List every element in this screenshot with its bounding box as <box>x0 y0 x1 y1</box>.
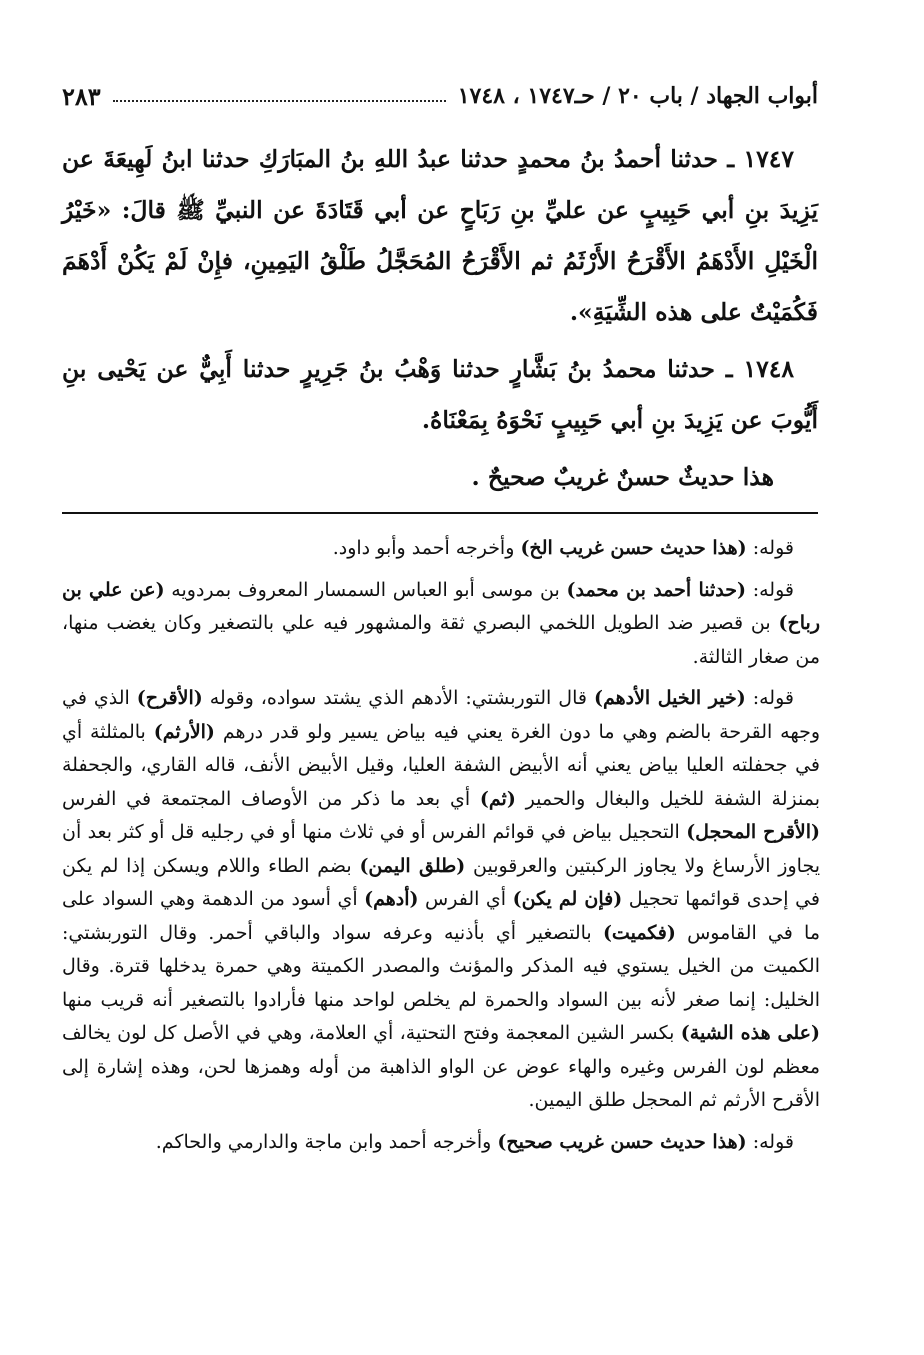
note-prefix: قوله <box>759 687 794 709</box>
hadith-1747: ١٧٤٧ ـ حدثنا أحمدُ بنُ محمدٍ حدثنا عبدُ اللهِ بنُ المبَارَكِ حدثنا ابنُ لَهِيعَةَ عن يَزِيدَ بنِ أبي حَبِيبٍ عن عليِّ بنِ رَبَاحٍ عن أبي قَتَادَةَ عن النبيِّ ﷺ قالَ: «خَيْرُ الْخَيْلِ الأَدْهَمُ الأَقْرَحُ الأَرْثَمُ ثم الأَقْرَحُ المُحَجَّلُ طَلْقُ اليَمِينِ، فإِنْ لَمْ يَكُنْ أَدْهَمَ فَكُمَيْتٌ على هذه الشِّيَةِ». <box>62 145 818 326</box>
note-text: بن قصير ضد الطويل اللخمي البصري ثقة والمشهور فيه علي بالتصغير وكان يغضب منها، من صغار الثالثة. <box>62 612 820 668</box>
note-quote: (خير الخيل الأدهم) <box>593 687 746 709</box>
page-number: ٢٨٣ <box>62 81 101 111</box>
note-prefix: قوله <box>759 1130 794 1153</box>
dotted-leader <box>113 100 446 102</box>
note-text: قال التوربشتي: الأدهم الذي يشتد سواده، وقوله <box>209 687 587 709</box>
note-quote: (عن علي بن رباح) <box>62 578 820 634</box>
hadith-text <box>62 134 818 509</box>
hadith-grading: هذا حديثٌ حسنٌ غريبٌ صحيحٌ . <box>471 463 774 491</box>
note-quote: (أدهم) <box>364 888 419 910</box>
note-text: أي أسود من الدهمة وهي السواد على ما في القاموس <box>62 888 821 944</box>
note-quote: (الأقرح) <box>136 687 203 709</box>
chapter-title: أبواب الجهاد / باب ٢٠ / حـ١٧٤٧ ، ١٧٤٨ <box>457 83 818 109</box>
footnote-separator <box>62 512 818 514</box>
note-quote: (حدثنا أحمد بن محمد) <box>566 578 746 601</box>
note-quote: (على هذه الشية) <box>680 1022 821 1044</box>
note-text: التحجيل بياض في قوائم الفرس أو في ثلاث منها أو في رجليه قل أو كثر بعد أن يجاوز الأرساغ ولا يجاوز الركبتين والعرقوبين <box>62 821 820 877</box>
note-text: الذي في وجهه القرحة بالضم وهي ما دون الغرة يعني فيه بياض يسير ولو قدر درهم <box>62 687 821 743</box>
hadith-1748: ١٧٤٨ ـ حدثنا محمدُ بنُ بَشَّارٍ حدثنا وَهْبُ بنُ جَرِيرٍ حدثنا أَبِيٌّ عن يَحْيى بنِ أَيُّوبَ عن يَزِيدَ بنِ أبي حَبِيبٍ نَحْوَهُ بِمَعْنَاهُ. <box>62 355 818 434</box>
note-text: بالتصغير أي بأذنيه وعرفه سواد والباقي أحمر. وقال التوربشتي: الكميت من الخيل يستوي فيه المذكر والمؤنث والمصدر الكميتة وهي حمرة يدخلها قترة. وقال الخليل: إنما صغر لأنه بين السواد والحمرة لم يخلص لواحد منها فأرادوا بالتصغير أنه قريب منها <box>62 921 820 1011</box>
note-text: وأخرجه أحمد وابن ماجة والدارمي والحاكم. <box>155 1130 492 1153</box>
note-text: بالمثلثة أي في جحفلته العليا بياض يعني أنه الأبيض الشفة العليا، وقيل الأبيض الأنف، قاله القاري، والجحفلة بمنزلة الشفة للخيل والبغال والحمير <box>62 720 820 810</box>
note-quote: (هذا حديث حسن غريب صحيح) <box>497 1130 747 1153</box>
note-quote: (فإن لم يكن) <box>512 888 623 910</box>
note-text: وأخرجه أحمد وأبو داود. <box>332 537 515 559</box>
note-quote: (الأرثم) <box>153 720 215 743</box>
note-quote: (ثم) <box>479 787 516 810</box>
note-text: أي الفرس <box>425 888 507 910</box>
running-header <box>62 80 818 112</box>
note-text: بكسر الشين المعجمة وفتح التحتية، أي العلامة، وهي في الأصل كل لون يخالف معظم لون الفرس وغيره والهاء عوض عن الواو الذاهبة من أوله وهمزها لحن، وهذه إشارة إلى الأقرح الأرثم ثم المحجل طلق اليمين. <box>62 1022 820 1111</box>
note-3: قوله: (خير الخيل الأدهم) قال التوربشتي: الأدهم الذي يشتد سواده، وقوله (الأقرح) الذي في وجهه القرحة بالضم وهي ما دون الغرة يعني فيه بياض يسير ولو قدر درهم (الأرثم) بالمثلثة أي في جحفلته العليا بياض يعني أنه الأبيض الشفة العليا، وقيل الأبيض الأنف، قاله القاري، والجحفلة بمنزلة الشفة للخيل والبغال والحمير (ثم) أي بعد ما ذكر من الأوصاف المجتمعة في الفرس (الأقرح المحجل) التحجيل بياض في قوائم الفرس أو في ثلاث منها أو في رجليه قل أو كثر بعد أن يجاوز الأرساغ ولا يجاوز الركبتين والعرقوبين (طلق اليمن) بضم الطاء واللام ويسكن إذا لم يكن في إحدى قوائمها تحجيل (فإن لم يكن) أي الفرس (أدهم) أي أسود من الدهمة وهي السواد على ما في القاموس (فكميت) بالتصغير أي بأذنيه وعرفه سواد والباقي أحمر. وقال التوربشتي: الكميت من الخيل يستوي فيه المذكر والمؤنث والمصدر الكميتة وهي حمرة يدخلها قترة. وقال الخليل: إنما صغر لأنه بين السواد والحمرة لم يخلص لواحد منها فأرادوا بالتصغير أنه قريب منها (على هذه الشية) بكسر الشين المعجمة وفتح التحتية، أي العلامة، وهي في الأصل كل لون يخالف معظم لون الفرس وغيره والهاء عوض عن الواو الذاهبة من أوله وهمزها لحن، وهذه إشارة إلى الأقرح الأرثم ثم المحجل طلق اليمين. <box>62 687 821 1111</box>
note-quote: (طلق اليمن) <box>359 854 466 877</box>
commentary <box>62 532 820 1167</box>
note-text: بن موسى أبو العباس السمسار المعروف بمردويه <box>171 578 560 601</box>
note-prefix: قوله <box>759 537 794 559</box>
note-quote: (الأقرح المحجل) <box>686 821 821 843</box>
note-quote: (هذا حديث حسن غريب الخ) <box>520 537 747 559</box>
note-text: أي بعد ما ذكر من الأوصاف المجتمعة في الفرس <box>62 787 471 810</box>
note-4: قوله: (هذا حديث حسن غريب صحيح) وأخرجه أحمد وابن ماجة والدارمي والحاكم. <box>155 1130 794 1153</box>
note-2: قوله: (حدثنا أحمد بن محمد) بن موسى أبو العباس السمسار المعروف بمردويه (عن علي بن رباح) بن قصير ضد الطويل اللخمي البصري ثقة والمشهور فيه علي بالتصغير وكان يغضب منها، من صغار الثالثة. <box>62 578 820 668</box>
note-prefix: قوله <box>759 578 794 601</box>
note-1: قوله: (هذا حديث حسن غريب الخ) وأخرجه أحمد وأبو داود. <box>332 537 794 559</box>
note-text: بضم الطاء واللام ويسكن إذا لم يكن في إحدى قوائمها تحجيل <box>62 854 820 910</box>
note-quote: (فكميت) <box>602 921 676 944</box>
